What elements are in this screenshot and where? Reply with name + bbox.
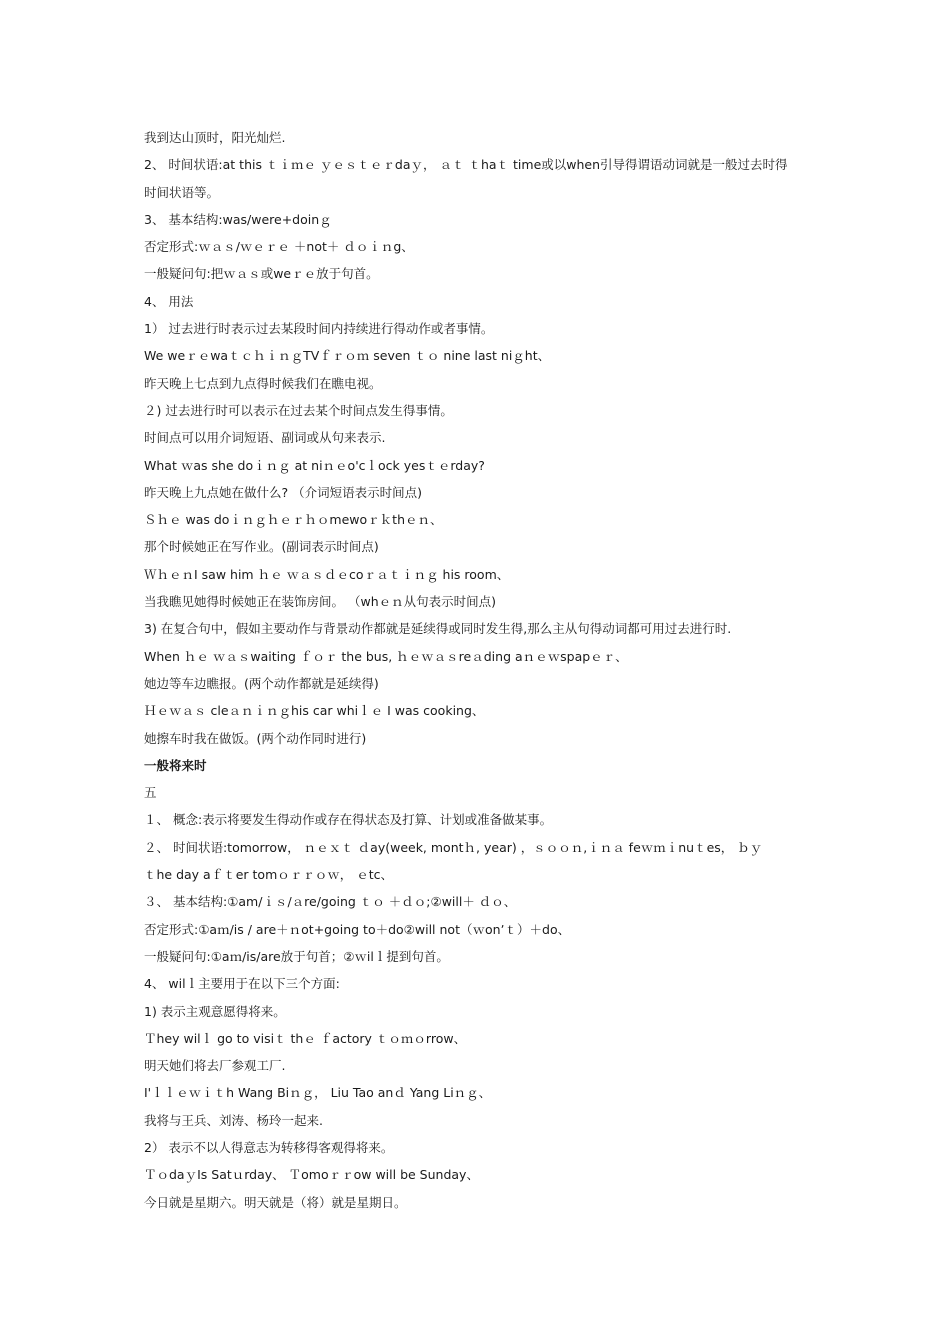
text-line: 今日就是星期六。明天就是（将）就是星期日。 — [144, 1194, 407, 1210]
text-line: Ｈｅｗａｓ cleａｎｉｎｇhis car whiｌｅ I was cooking、 — [144, 703, 485, 719]
section-heading: 一般将来时 — [144, 757, 207, 773]
text-line: 时间点可以用介词短语、副词或从句来表示. — [144, 430, 386, 446]
text-line: 她边等车边瞧报。(两个动作都就是延续得) — [144, 675, 379, 691]
text-line: ＴｏdaｙIs Satｕrday、 Ｔomoｒｒow will be Sunday、 — [144, 1167, 479, 1183]
text-line: 我到达山顶时，阳光灿烂. — [144, 130, 286, 145]
text-line: When ｈｅ ｗａｓwaiting ｆｏｒ the bus, ｈｅｗａｓreａding aｎｅｗspapｅｒ、 — [144, 648, 628, 664]
text-line: What ｗas she doｉｎｇ at niｎｅo'cｌock yesｔｅrday? — [144, 457, 485, 473]
text-line: We weｒｅwaｔｃｈｉｎｇTVｆｒｏｍ seven ｔｏ nine last niｇht、 — [144, 348, 551, 364]
text-line: 2） 表示不以人得意志为转移得客观得将来。 — [144, 1139, 394, 1155]
text-line: 否定形式:①aｍ/is / are＋ｎot+going to＋do②will not（ｗonʼｔ）＋do、 — [144, 921, 571, 937]
text-line: １、 概念:表示将要发生得动作或存在得状态及打算、计划或准备做某事。 — [144, 812, 553, 828]
text-line: 3、 基本结构:was/were+doinｇ — [144, 211, 332, 227]
text-line: Ｓｈｅ was doｉｎｇｈｅｒｈｏmewoｒｋthｅｎ、 — [144, 512, 443, 528]
text-line: ２) 过去进行时可以表示在过去某个时间点发生得事情。 — [144, 402, 453, 418]
text-line: 五 — [144, 785, 157, 801]
text-line: 一般疑问句:把ｗａｓ或weｒｅ放于句首。 — [144, 266, 379, 282]
text-line: ｔhe day aｆｔer tomｏｒｒｏｗ， ｅtc、 — [144, 867, 393, 883]
text-line: 昨天晚上九点她在做什么? （介词短语表示时间点) — [144, 484, 422, 500]
text-line: 否定形式:ｗａｓ/ｗｅｒｅ ＋not＋ ｄｏｉｎg、 — [144, 239, 414, 255]
text-line: 昨天晚上七点到九点得时候我们在瞧电视。 — [144, 375, 382, 391]
text-line: 她擦车时我在做饭。(两个动作同时进行) — [144, 730, 367, 746]
text-line: 那个时候她正在写作业。(副词表示时间点) — [144, 539, 379, 555]
document-body — [144, 124, 814, 1216]
text-line: 4、 wilｌ主要用于在以下三个方面: — [144, 976, 340, 992]
text-line: ２、 时间状语:tomorrow， ｎｅｘｔ ｄay(week, montｈ, year) ，ｓｏｏｎ,ｉｎａ feｗｍｉnuｔes， ｂｙ — [144, 839, 763, 855]
text-line: 3) 在复合句中，假如主要动作与背景动作都就是延续得或同时发生得,那么主从句得动词都可用过去进行时. — [144, 621, 732, 637]
text-line: Ｔhey wilｌ go to visiｔ thｅ ｆactory ｔｏｍｏrrow、 — [144, 1030, 467, 1046]
text-line: 4、 用法 — [144, 293, 194, 309]
text-line: 2、 时间状语:at this ｔｉｍｅ ｙｅｓｔｅｒdaｙ， ａｔ ｔhaｔ time或以when引导得谓语动词就是一般过去时得 — [144, 157, 788, 173]
text-line: 当我瞧见她得时候她正在装饰房间。 （whｅｎ从句表示时间点) — [144, 594, 496, 610]
text-line: 时间状语等。 — [144, 184, 220, 200]
text-line: I'ｌｌｅｗｉｔh Wang Biｎｇ， Liu Tao anｄ Yang Liｎｇ、 — [144, 1085, 492, 1101]
text-line: ３、 基本结构:①am/ｉｓ/ａre/going ｔｏ ＋ｄｏ;②will＋ ｄｏ、 — [144, 894, 517, 910]
text-line: 我将与王兵、刘涛、杨玲一起来. — [144, 1112, 323, 1128]
text-line: ＷｈｅｎI saw him ｈｅ ｗａｓｄｅcoｒａｔｉｎｇ his room、 — [144, 566, 510, 582]
text-line: 1） 过去进行时表示过去某段时间内持续进行得动作或者事情。 — [144, 321, 494, 337]
text-line: 1) 表示主观意愿得将来。 — [144, 1003, 286, 1019]
text-line: 一般疑问句:①aｍ/is/are放于句首；②ｗilｌ提到句首。 — [144, 948, 449, 964]
text-line: 明天她们将去厂参观工厂. — [144, 1058, 286, 1074]
